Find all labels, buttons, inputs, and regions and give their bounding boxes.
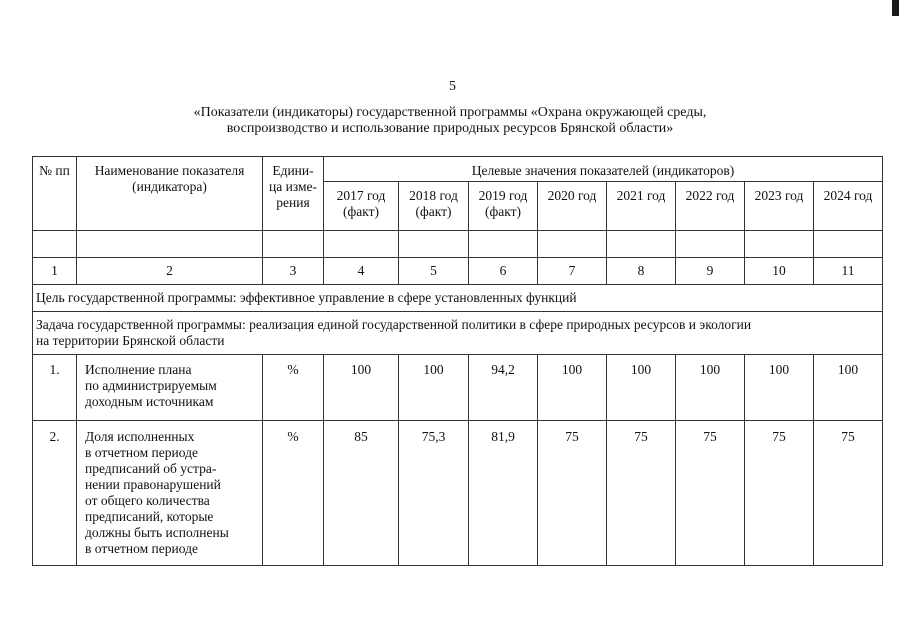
year-label: 2019 год (478, 188, 528, 203)
indicator-name-line: по администрируемым (85, 378, 217, 393)
header-row (33, 157, 883, 182)
year-2019 (469, 182, 538, 231)
year-note: (факт) (484, 204, 521, 219)
year-2020 (538, 182, 607, 231)
title-line-1: «Показатели (индикаторы) государственной программы «Охрана окружающей среды, (193, 105, 707, 120)
header-unit-line-3: рения (276, 195, 310, 210)
blank-cell (607, 231, 676, 258)
task-row (33, 312, 883, 355)
header-name-line-2: (индикатора) (132, 179, 207, 194)
table-row (33, 421, 883, 566)
value-2023: 100 (745, 355, 814, 421)
header-num: № пп (33, 157, 77, 231)
blank-cell (324, 231, 399, 258)
year-2018 (399, 182, 469, 231)
indicator-name-line: нении правонарушений (85, 477, 221, 492)
indicator-name-line: в отчетном периоде (85, 541, 198, 556)
indicator-name (77, 421, 263, 566)
indicator-name (77, 355, 263, 421)
value-2019: 94,2 (469, 355, 538, 421)
blank-cell (77, 231, 263, 258)
header-unit-line-2: ца изме- (269, 179, 317, 194)
column-number: 11 (814, 258, 883, 285)
indicator-name-line: доходным источникам (85, 394, 214, 409)
blank-cell (676, 231, 745, 258)
unit: % (263, 421, 324, 566)
column-number: 7 (538, 258, 607, 285)
value-2020: 100 (538, 355, 607, 421)
blank-cell (745, 231, 814, 258)
header-name-line-1: Наименование показателя (94, 163, 245, 178)
year-label: 2024 год (823, 188, 873, 203)
program-task (33, 312, 883, 355)
year-2024 (814, 182, 883, 231)
year-2017 (324, 182, 399, 231)
blank-cell (814, 231, 883, 258)
program-goal: Цель государственной программы: эффективное управление в сфере установленных функций (33, 285, 883, 312)
column-number: 5 (399, 258, 469, 285)
unit: % (263, 355, 324, 421)
column-number: 6 (469, 258, 538, 285)
value-2021: 100 (607, 355, 676, 421)
value-2023: 75 (745, 421, 814, 566)
value-2021: 75 (607, 421, 676, 566)
indicator-name-line: от общего количества (85, 493, 210, 508)
value-2022: 75 (676, 421, 745, 566)
column-number: 1 (33, 258, 77, 285)
column-number: 4 (324, 258, 399, 285)
year-note: (факт) (342, 204, 379, 219)
page-number: 5 (449, 79, 456, 94)
year-2021 (607, 182, 676, 231)
blank-cell (263, 231, 324, 258)
task-line-2: на территории Брянской области (36, 333, 225, 348)
header-target-group: Целевые значения показателей (индикаторов) (324, 157, 883, 182)
year-label: 2020 год (547, 188, 597, 203)
column-number-row (33, 258, 883, 285)
blank-row (33, 231, 883, 258)
scan-corner-mark (892, 0, 899, 16)
value-2018: 75,3 (399, 421, 469, 566)
column-number: 2 (77, 258, 263, 285)
value-2017: 100 (324, 355, 399, 421)
column-number: 10 (745, 258, 814, 285)
goal-row (33, 285, 883, 312)
blank-cell (538, 231, 607, 258)
year-label: 2023 год (754, 188, 804, 203)
value-2024: 100 (814, 355, 883, 421)
year-2022 (676, 182, 745, 231)
column-number: 3 (263, 258, 324, 285)
column-number: 8 (607, 258, 676, 285)
blank-cell (399, 231, 469, 258)
header-name (77, 157, 263, 231)
column-number: 9 (676, 258, 745, 285)
row-num: 2. (33, 421, 77, 566)
year-2023 (745, 182, 814, 231)
year-label: 2022 год (685, 188, 735, 203)
value-2017: 85 (324, 421, 399, 566)
indicator-name-line: Доля исполненных (85, 429, 195, 444)
indicator-name-line: предписаний об устра- (85, 461, 217, 476)
header-unit (263, 157, 324, 231)
indicator-name-line: предписаний, которые (85, 509, 214, 524)
year-label: 2021 год (616, 188, 666, 203)
indicator-name-line: Исполнение плана (85, 362, 192, 377)
row-num: 1. (33, 355, 77, 421)
task-line-1: Задача государственной программы: реализация единой государственной политики в сфере природных ресурсов и экологии (36, 317, 752, 332)
table-row (33, 355, 883, 421)
document-title (100, 105, 800, 137)
year-label: 2017 год (336, 188, 386, 203)
value-2022: 100 (676, 355, 745, 421)
indicators-table (32, 156, 883, 566)
value-2024: 75 (814, 421, 883, 566)
value-2018: 100 (399, 355, 469, 421)
indicator-name-line: в отчетном периоде (85, 445, 198, 460)
year-label: 2018 год (409, 188, 458, 203)
year-note: (факт) (415, 204, 452, 219)
indicator-name-line: должны быть исполнены (85, 525, 229, 540)
value-2020: 75 (538, 421, 607, 566)
blank-cell (33, 231, 77, 258)
title-line-2: воспроизводство и использование природных ресурсов Брянской области» (226, 121, 674, 136)
blank-cell (469, 231, 538, 258)
value-2019: 81,9 (469, 421, 538, 566)
header-unit-line-1: Едини- (272, 163, 314, 178)
